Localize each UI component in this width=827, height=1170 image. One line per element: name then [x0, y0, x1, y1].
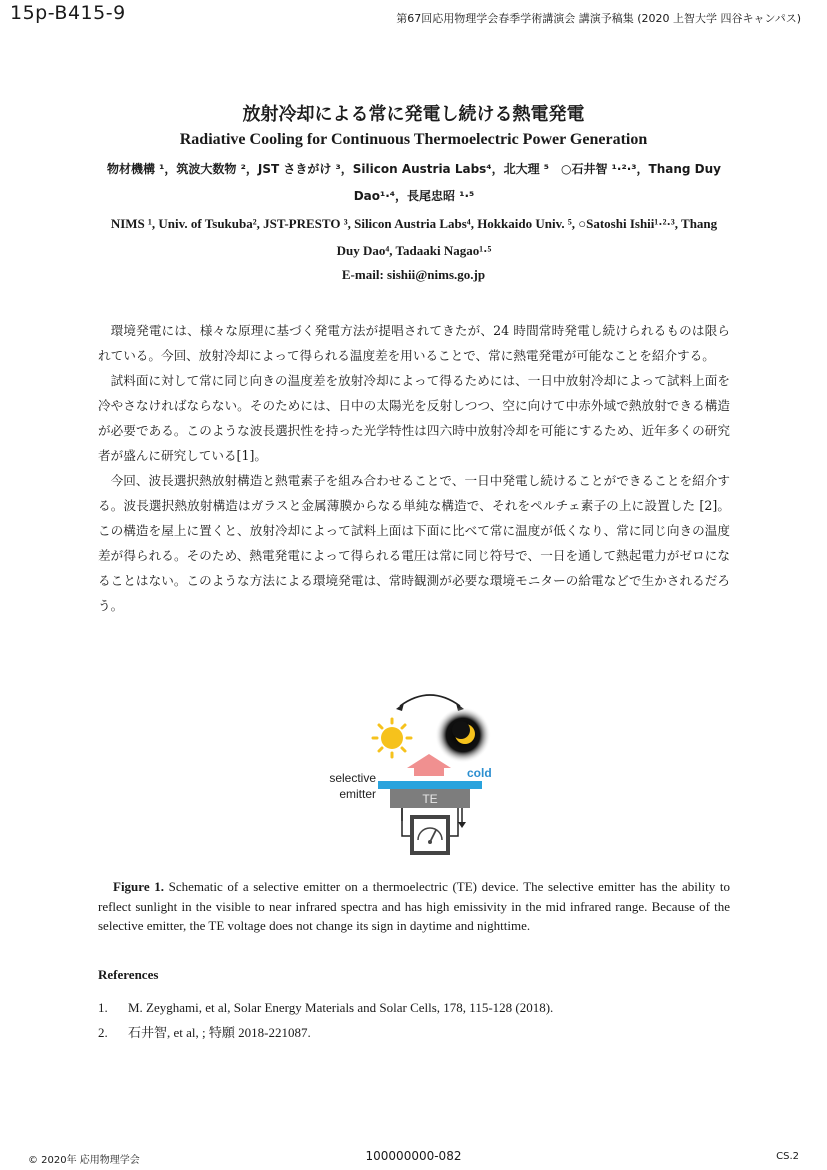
- sun-icon: [373, 719, 411, 757]
- ground-icon: [458, 808, 466, 828]
- figure-1: [318, 690, 518, 869]
- paragraph-2: 試料面に対して常に同じ向きの温度差を放射冷却によって得るためには、一日中放射冷却によって試料上面を冷やさなければならない。そのためには、日中の太陽光を反射しつつ、空に向けて中赤外域で熱放射できる構造が必要である。このような波長選択性を持った光学特性は四六時中放射冷却を可能にするため、近年多くの研究者が盛んに研究している[1]。: [98, 373, 730, 463]
- paragraph-1: 環境発電には、様々な原理に基づく発電方法が提唱されてきたが、24 時間常時発電し続けられるものは限られている。今回、放射冷却によって得られる温度差を用いることで、常に熱電発電が可能なことを紹介する。: [98, 323, 730, 363]
- title-japanese: 放射冷却による常に発電し続ける熱電発電: [242, 104, 585, 125]
- figure-diagram: [318, 690, 518, 865]
- figure-label: Figure 1.: [113, 879, 164, 894]
- footer-copyright: © 2020年 応用物理学会: [28, 1155, 140, 1166]
- cold-label: cold: [467, 766, 492, 780]
- reference-text: 石井智, et al, ; 特願 2018-221087.: [128, 1025, 311, 1040]
- footer-page: CS.2: [776, 1151, 799, 1162]
- reference-number: 2.: [98, 1025, 108, 1040]
- footer-doc-number: 100000000-082: [365, 1149, 462, 1163]
- reference-number: 1.: [98, 1000, 108, 1015]
- reference-item: [98, 995, 730, 1020]
- heat-arrow-icon: [407, 754, 451, 776]
- authors-english: NIMS ¹, Univ. of Tsukuba², JST-PRESTO ³, Silicon Austria Labs⁴, Hokkaido Univ. ⁵, ○Satoshi Ishii¹·²·³, Thang Duy Dao⁴, Tadaaki Nagao¹·⁵: [110, 216, 718, 258]
- reference-item: [98, 1020, 730, 1045]
- voltmeter-icon: [410, 815, 450, 855]
- email: E-mail: sishii@nims.go.jp: [341, 267, 486, 282]
- moon-icon: [435, 707, 491, 763]
- selective-emitter-layer: [378, 781, 482, 789]
- te-label: TE: [422, 792, 438, 806]
- figure-caption: [98, 877, 730, 936]
- conference-header: 第67回応用物理学会春季学術講演会 講演予稿集 (2020 上智大学 四谷キャンパス): [396, 12, 801, 25]
- paper-id: 15p-B415-9: [10, 2, 126, 24]
- caption-text: Schematic of a selective emitter on a thermoelectric (TE) device. The selective emitter has the ability to reflect sunlight in the visible to near infrared spectra and has high emissivity in the mid infrared range. Because of the selective emitter, the TE voltage does not change its sign in daytime and nighttime.: [98, 879, 730, 933]
- title-english: Radiative Cooling for Continuous Thermoelectric Power Generation: [179, 131, 648, 148]
- references-list: [98, 995, 730, 1045]
- authors-japanese: 物材機構 ¹，筑波大数物 ²，JST さきがけ ³，Silicon Austria Labs⁴，北大理 ⁵ ○石井智 ¹·²·³，Thang Duy Dao¹·⁴，長尾忠昭 ¹·⁵: [106, 162, 721, 203]
- abstract-body: [98, 318, 730, 618]
- emitter-label: emitter: [339, 787, 376, 801]
- selective-label: selective: [329, 771, 376, 785]
- reference-text: M. Zeyghami, et al, Solar Energy Materials and Solar Cells, 178, 115-128 (2018).: [128, 1000, 554, 1015]
- paragraph-3: 今回、波長選択熱放射構造と熱電素子を組み合わせることで、一日中発電し続けることができることを紹介する。波長選択熱放射構造はガラスと金属薄膜からなる単純な構造で、それをペルチェ素子の上に設置した [2]。この構造を屋上に置くと、放射冷却によって試料上面は下面に比べて常に温度が低くなり、常に同じ向きの温度差が得られる。そのため、熱電発電によって得られる電圧は常に同じ符号で、一日を通して熱起電力がゼロになることはない。このような方法による環境発電は、常時観測が必要な環境モニターの給電などで生かされるだろう。: [98, 473, 730, 613]
- references-heading: References: [98, 967, 159, 982]
